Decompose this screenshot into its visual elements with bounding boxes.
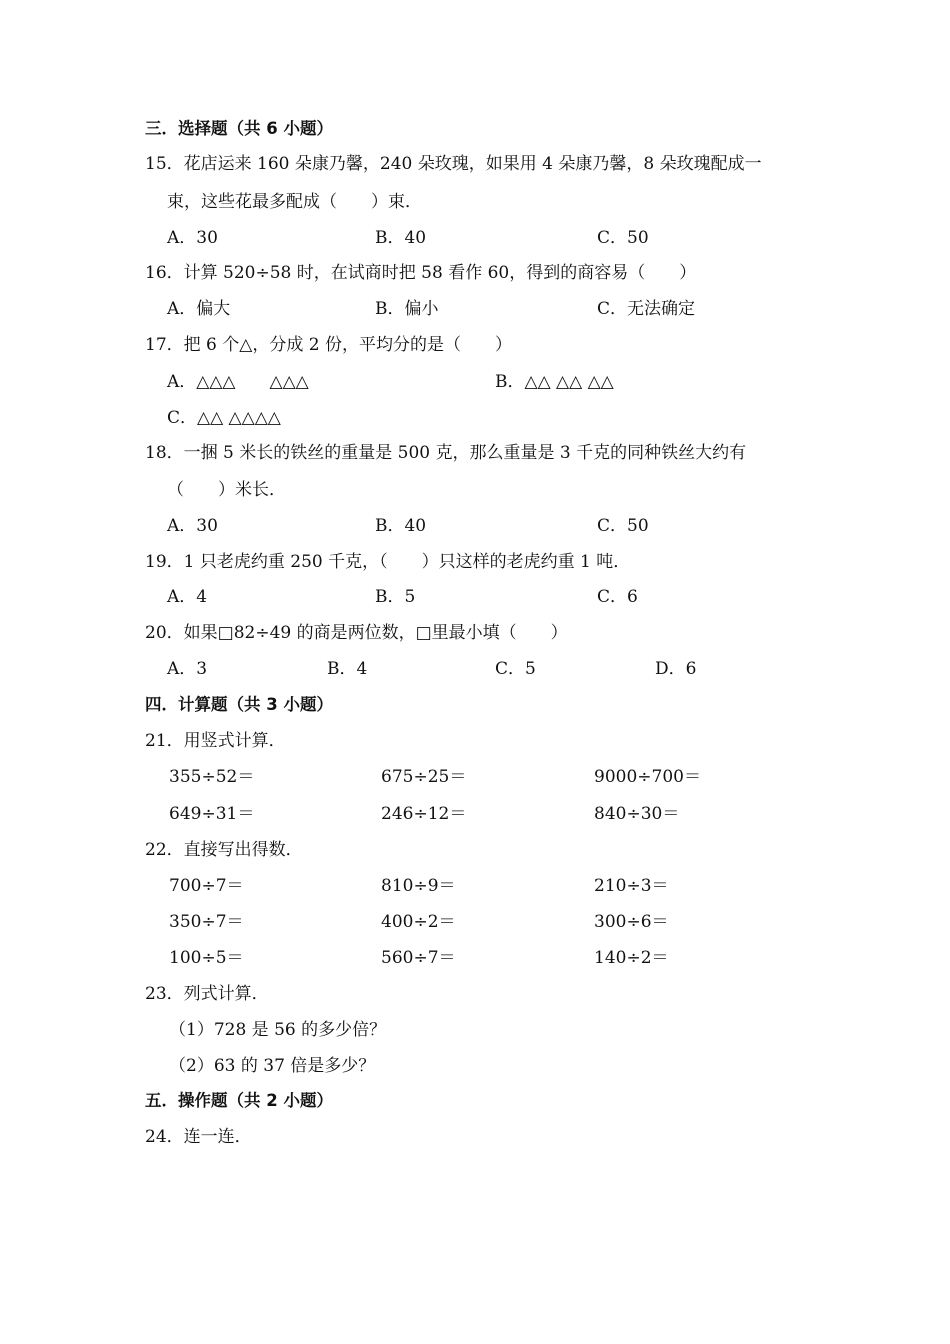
q22-expression: 350÷7＝ — [169, 912, 244, 932]
q21-expression: 355÷52＝ — [169, 767, 255, 787]
q17-option-b: B．△△ △△ △△ — [495, 372, 614, 392]
q16-option-b: B．偏小 — [375, 299, 439, 319]
q20-option-a: A．3 — [167, 659, 208, 679]
question-16: 16．计算 520÷58 时，在试商时把 58 看作 60，得到的商容易（ ） — [145, 263, 697, 283]
q18-option-c: C．50 — [597, 516, 649, 536]
question-23: 23．列式计算． — [145, 984, 269, 1004]
question-19: 19．1 只老虎约重 250 千克，（ ）只这样的老虎约重 1 吨． — [145, 552, 631, 572]
q20-option-b: B．4 — [327, 659, 368, 679]
q19-option-c: C．6 — [597, 587, 638, 607]
q15-option-b: B．40 — [375, 228, 427, 248]
question-15-line2: 束，这些花最多配成（ ）束． — [167, 192, 422, 212]
question-18-line2: （ ）米长． — [167, 480, 286, 500]
q15-option-a: A．30 — [167, 228, 218, 248]
q15-option-c: C．50 — [597, 228, 649, 248]
question-22: 22．直接写出得数． — [145, 840, 303, 860]
q22-expression: 400÷2＝ — [381, 912, 456, 932]
question-24: 24．连一连． — [145, 1127, 252, 1147]
q21-expression: 840÷30＝ — [594, 804, 680, 824]
q22-expression: 210÷3＝ — [594, 876, 669, 896]
question-21: 21．用竖式计算． — [145, 731, 286, 751]
q22-expression: 700÷7＝ — [169, 876, 244, 896]
q22-expression: 560÷7＝ — [381, 948, 456, 968]
q16-option-a: A．偏大 — [167, 299, 231, 319]
q21-expression: 9000÷700＝ — [594, 767, 701, 787]
q22-expression: 810÷9＝ — [381, 876, 456, 896]
q16-option-c: C．无法确定 — [597, 299, 696, 319]
q18-option-a: A．30 — [167, 516, 218, 536]
q20-option-d: D．6 — [655, 659, 697, 679]
q17-option-c: C．△△ △△△△ — [167, 408, 281, 428]
q20-option-c: C．5 — [495, 659, 536, 679]
q21-expression: 246÷12＝ — [381, 804, 467, 824]
q22-expression: 140÷2＝ — [594, 948, 669, 968]
section-heading-calculation: 四．计算题（共 3 小题） — [145, 695, 333, 714]
q23-part-2: （2）63 的 37 倍是多少？ — [169, 1056, 376, 1076]
question-18-line1: 18．一捆 5 米长的铁丝的重量是 500 克，那么重量是 3 千克的同种铁丝大约有 — [145, 443, 747, 463]
q22-expression: 300÷6＝ — [594, 912, 669, 932]
q17-option-a: A．△△△ △△△ — [167, 372, 309, 392]
q19-option-a: A．4 — [167, 587, 208, 607]
q23-part-1: （1）728 是 56 的多少倍？ — [169, 1020, 387, 1040]
q22-expression: 100÷5＝ — [169, 948, 244, 968]
q19-option-b: B．5 — [375, 587, 416, 607]
question-20: 20．如果□82÷49 的商是两位数，□里最小填（ ） — [145, 623, 568, 643]
section-heading-operation: 五．操作题（共 2 小题） — [145, 1091, 333, 1110]
question-17: 17．把 6 个△，分成 2 份，平均分的是（ ） — [145, 335, 512, 355]
q18-option-b: B．40 — [375, 516, 427, 536]
section-heading-choice: 三．选择题（共 6 小题） — [145, 119, 333, 138]
q21-expression: 675÷25＝ — [381, 767, 467, 787]
question-15-line1: 15．花店运来 160 朵康乃馨，240 朵玫瑰，如果用 4 朵康乃馨，8 朵玫瑰配成一 — [145, 154, 762, 174]
q21-expression: 649÷31＝ — [169, 804, 255, 824]
